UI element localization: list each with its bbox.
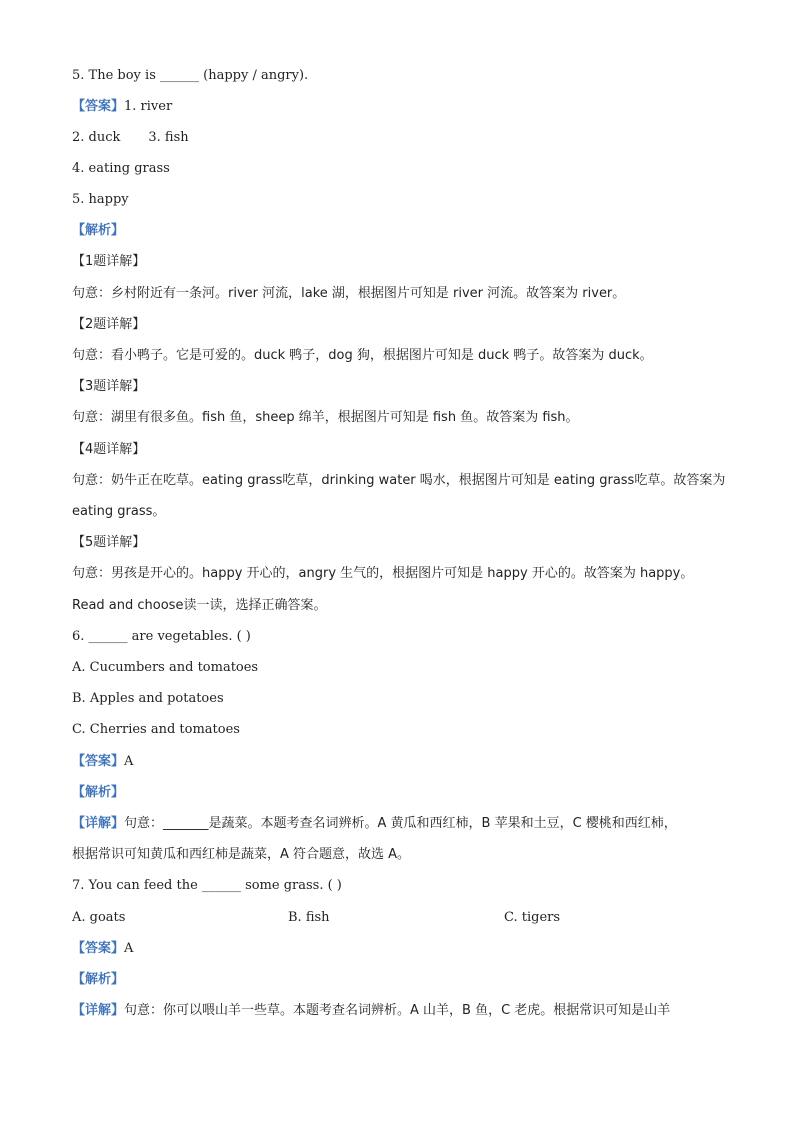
q6-detail-line-1: 【详解】句意：_______是蔬菜。本题考查名词辨析。A 黄瓜和西红柿，B 苹果和土豆，C 樱桃和西红柿， bbox=[72, 816, 677, 831]
section-instruction: Read and choose读一读，选择正确答案。 bbox=[72, 598, 327, 613]
detail-5-text: 句意：男孩是开心的。happy 开心的，angry 生气的，根据图片可知是 happy 开心的。故答案为 happy。 bbox=[72, 566, 694, 581]
detail-2-tag: 【2题详解】 bbox=[72, 317, 146, 332]
q6-detail-line-2: 根据常识可知黄瓜和西红柿是蔬菜，A 符合题意，故选 A。 bbox=[72, 847, 411, 862]
detail-1-tag: 【1题详解】 bbox=[72, 254, 146, 269]
question-7: 7. You can feed the ______ some grass. ( ) bbox=[72, 878, 342, 893]
detail-3-tag: 【3题详解】 bbox=[72, 379, 146, 394]
detail-4-text-2: eating grass。 bbox=[72, 504, 166, 519]
answer-tag: 【答案】 bbox=[72, 99, 125, 114]
q7-answer-line: 【答案】A bbox=[72, 941, 134, 956]
q6-answer-line: 【答案】A bbox=[72, 754, 134, 769]
answer-5-value-line: 5. happy bbox=[72, 192, 129, 207]
detail-4-text-1: 句意：奶牛正在吃草。eating grass吃草，drinking water 喝水，根据图片可知是 eating grass吃草。故答案为 bbox=[72, 473, 726, 488]
detail-4-tag: 【4题详解】 bbox=[72, 442, 146, 457]
detail-3-text: 句意：湖里有很多鱼。fish 鱼，sheep 绵羊，根据图片可知是 fish 鱼。故答案为 fish。 bbox=[72, 410, 579, 425]
q7-option-b: B. fish bbox=[288, 910, 330, 925]
detail-tag: 【详解】 bbox=[72, 1003, 125, 1018]
q7-option-c: C. tigers bbox=[504, 910, 561, 925]
q6-option-c: C. Cherries and tomatoes bbox=[72, 722, 240, 737]
q7-option-a: A. goats bbox=[72, 910, 126, 925]
detail-5-tag: 【5题详解】 bbox=[72, 535, 146, 550]
q6-option-a: A. Cucumbers and tomatoes bbox=[72, 660, 259, 675]
q6-analysis-tag: 【解析】 bbox=[72, 785, 125, 800]
answer-tag: 【答案】 bbox=[72, 941, 125, 956]
analysis-tag: 【解析】 bbox=[72, 223, 125, 238]
q7-analysis-tag: 【解析】 bbox=[72, 972, 125, 987]
answer-2-3-line: 2. duck 3. fish bbox=[72, 130, 189, 145]
question-6: 6. ______ are vegetables. ( ) bbox=[72, 629, 251, 644]
answer-tag: 【答案】 bbox=[72, 754, 125, 769]
detail-1-text: 句意：乡村附近有一条河。river 河流，lake 湖，根据图片可知是 river 河流。故答案为 river。 bbox=[72, 286, 626, 301]
detail-tag: 【详解】 bbox=[72, 816, 125, 831]
q7-options bbox=[72, 908, 560, 928]
q6-option-b: B. Apples and potatoes bbox=[72, 691, 224, 706]
detail-2-text: 句意：看小鸭子。它是可爱的。duck 鸭子，dog 狗，根据图片可知是 duck 鸭子。故答案为 duck。 bbox=[72, 348, 653, 363]
q7-detail-line-1: 【详解】句意：你可以喂山羊一些草。本题考查名词辨析。A 山羊，B 鱼，C 老虎。根据常识可知是山羊 bbox=[72, 1003, 671, 1018]
answer-5-line: 【答案】1. river bbox=[72, 99, 173, 114]
answer-4-line: 4. eating grass bbox=[72, 161, 170, 176]
question-5: 5. The boy is ______ (happy / angry). bbox=[72, 68, 309, 83]
